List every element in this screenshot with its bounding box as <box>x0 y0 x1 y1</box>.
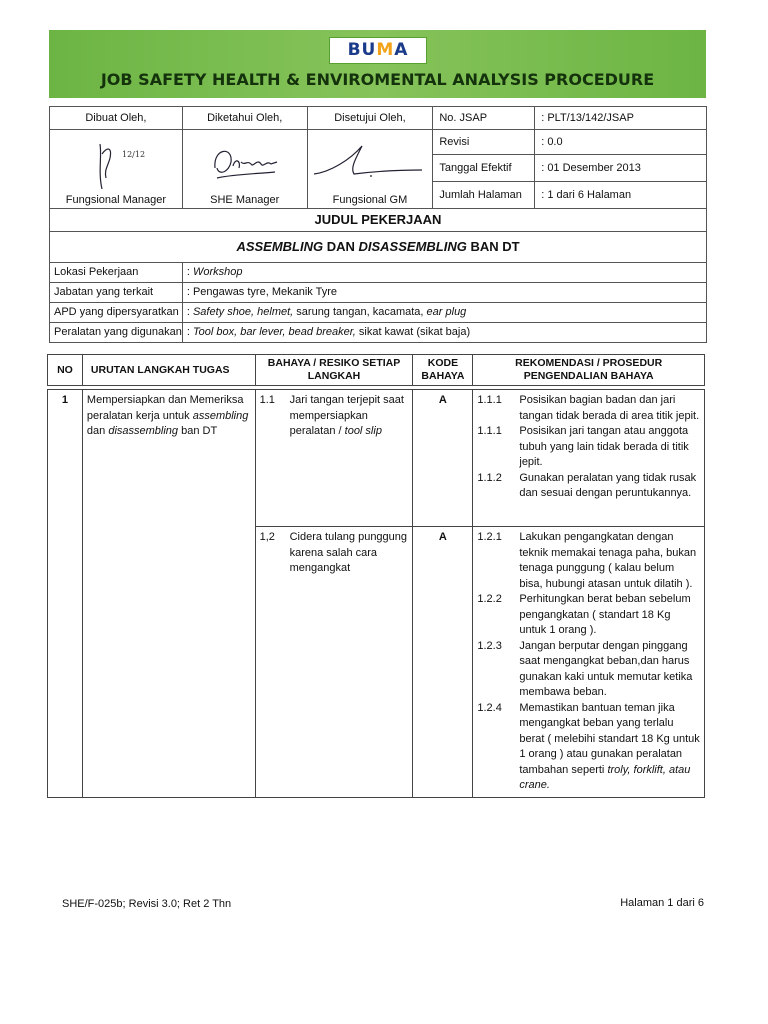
jsa-table <box>47 354 705 798</box>
recommendation-item: 1.2.1 Lakukan pengangkatan dengan teknik memakai tenaga paha, bukan tenaga punggung ( kalau belum bisa, hubungi atasan untuk dilatih ). <box>477 531 697 590</box>
recommendation-cell <box>473 390 705 527</box>
detail-value: : Safety shoe, helmet, sarung tangan, kacamata, ear plug <box>182 303 706 323</box>
approval-table <box>49 106 707 343</box>
doc-info-label: Revisi <box>433 130 535 155</box>
signature-icon <box>88 134 148 194</box>
judul-label: JUDUL PEKERJAAN <box>50 209 707 232</box>
doc-info-value: : 0.0 <box>535 130 707 155</box>
detail-label: Jabatan yang terkait <box>50 283 183 303</box>
step-task: Mempersiapkan dan Memeriksa peralatan kerja untuk assembling dan disassembling ban DT <box>82 390 255 798</box>
page-number: Halaman 1 dari 6 <box>620 897 704 909</box>
role-fungsional-manager: Fungsional Manager <box>65 194 167 206</box>
recommendation-item: 1.2.2 Perhitungkan berat beban sebelum pengangkatan ( standart 18 Kg untuk 1 orang ). <box>477 593 691 636</box>
signature-icon <box>310 136 430 186</box>
column-header: BAHAYA / RESIKO SETIAP LANGKAH <box>255 355 413 386</box>
hazard-text: Jari tangan terjepit saat mempersiapkan peralatan / tool slip <box>289 394 404 437</box>
doc-info-label: Tanggal Efektif <box>433 155 535 182</box>
company-logo: BUMA <box>329 37 427 64</box>
signature-cell-gm <box>307 130 433 209</box>
detail-value: : Workshop <box>182 263 706 283</box>
form-code: SHE/F-025b; Revisi 3.0; Ret 2 Thn <box>62 898 232 910</box>
step-number: 1 <box>48 390 83 798</box>
hazard-text: Cidera tulang punggung karena salah cara mengangkat <box>289 531 408 574</box>
hazard-code: A <box>413 527 473 798</box>
detail-value: : Pengawas tyre, Mekanik Tyre <box>182 283 706 303</box>
signature-icon <box>205 138 295 188</box>
signature-cell-she <box>182 130 307 209</box>
signature-date-note: 12/12 <box>122 150 146 159</box>
known-by-label: Diketahui Oleh, <box>182 107 307 130</box>
column-header: REKOMENDASI / PROSEDUR PENGENDALIAN BAHAYA <box>473 355 705 386</box>
column-header: URUTAN LANGKAH TUGAS <box>82 355 255 386</box>
doc-info-value: : PLT/13/142/JSAP <box>535 107 707 130</box>
recommendation-item: 1.1.1 Posisikan jari tangan atau anggota tubuh yang lain tidak berada di titik jepit. <box>477 425 689 468</box>
detail-label: Lokasi Pekerjaan <box>50 263 183 283</box>
hazard-cell <box>255 527 413 798</box>
doc-info-value: : 1 dari 6 Halaman <box>535 182 707 209</box>
hazard-code: A <box>413 390 473 527</box>
hazard-number: 1,2 <box>259 531 275 543</box>
column-header: NO <box>48 355 83 386</box>
made-by-label: Dibuat Oleh, <box>50 107 183 130</box>
recommendation-cell <box>473 527 705 798</box>
recommendation-item: 1.1.2 Gunakan peralatan yang tidak rusak dan sesuai dengan peruntukannya. <box>477 471 697 499</box>
document-title: JOB SAFETY HEALTH & ENVIROMENTAL ANALYSIS PROCEDURE <box>100 70 655 89</box>
header-banner <box>49 30 706 98</box>
column-header: KODE BAHAYA <box>413 355 473 386</box>
detail-label: APD yang dipersyaratkan <box>50 303 183 323</box>
approved-by-label: Disetujui Oleh, <box>307 107 433 130</box>
detail-label: Peralatan yang digunakan <box>50 323 183 343</box>
recommendation-item: 1.1.1 Posisikan bagian badan dan jari tangan tidak berada di area titik jepit. <box>477 394 700 422</box>
doc-info-label: Jumlah Halaman <box>433 182 535 209</box>
recommendation-item: 1.2.3 Jangan berputar dengan pinggang saat mengangkat beban,dan harus gunakan kaki untuk memutar ketika membawa beban. <box>477 639 693 698</box>
signature-cell-manager <box>50 130 183 209</box>
detail-value: : Tool box, bar lever, bead breaker, sikat kawat (sikat baja) <box>182 323 706 343</box>
role-fungsional-gm: Fungsional GM <box>332 194 408 206</box>
job-title: ASSEMBLING DAN DISASSEMBLING BAN DT <box>50 232 707 263</box>
hazard-number: 1.1 <box>259 394 275 406</box>
role-she-manager: SHE Manager <box>210 194 280 206</box>
hazard-cell <box>255 390 413 527</box>
recommendation-item: 1.2.4 Memastikan bantuan teman jika mengangkat beban yang terlalu berat ( melebihi standart 18 Kg untuk 1 orang ) atau gunakan peralatan tambahan seperti troly, forklift, atau crane. <box>477 701 700 791</box>
doc-info-label: No. JSAP <box>433 107 535 130</box>
doc-info-value: : 01 Desember 2013 <box>535 155 707 182</box>
